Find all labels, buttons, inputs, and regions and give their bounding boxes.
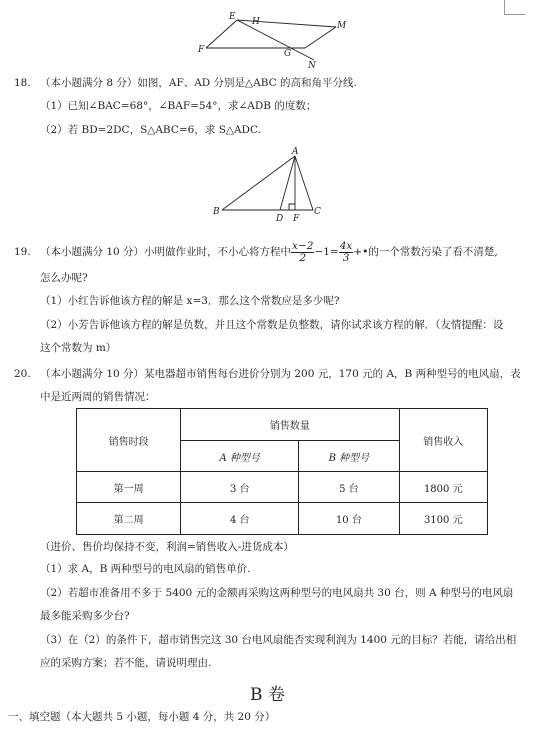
q18-stem: （本小题满分 8 分）如图，AF、AD 分别是△ABC 的高和角平分线. [40, 77, 357, 89]
page-corner-mark [504, 0, 525, 15]
fig2-label-d: D [276, 214, 284, 224]
fig2-label-f: F [293, 214, 300, 224]
q20-note: （进价、售价均保持不变，利润=销售收入-进货成本） [40, 541, 294, 553]
table-row [77, 472, 488, 503]
cell-income: 3100 元 [399, 503, 487, 535]
q19-stem-c: 怎么办呢? [40, 272, 88, 284]
q19-part2-line1: （2）小芳告诉他该方程的解是负数，并且这个常数是负整数，请你试求该方程的解．（友情提醒：设 [40, 319, 504, 331]
q20-part3-line2: 应的采购方案；若不能，请说明理由. [40, 657, 212, 669]
q20-number: 20. [14, 368, 31, 380]
cell-model-b-qty: 5 台 [299, 472, 399, 503]
q20-part3-line1: （3）在（2）的条件下，超市销售完这 30 台电风扇能否实现利润为 1400 元的目标？若能，请给出相 [40, 634, 517, 646]
q19-frac2-numerator: 4x [339, 239, 353, 252]
cell-model-a-qty: 3 台 [181, 472, 299, 503]
q19-frac1-numerator: x−2 [292, 239, 314, 252]
q20-stem-line1: （本小题满分 10 分）某电器超市销售每台进价分别为 200 元，170 元的 A，B 两种型号的电风扇，表 [40, 368, 521, 380]
header-period: 销售时段 [77, 409, 181, 472]
q18-part2: （2）若 BD=2DC，S△ABC=6，求 S△ADC. [40, 124, 261, 136]
q19-fraction-2 [339, 241, 354, 264]
q19-frac2-denominator: 3 [342, 251, 350, 264]
q20-part1: （1）求 A，B 两种型号的电风扇的销售单价. [40, 563, 251, 575]
q19-equation-mid: −1= [314, 246, 339, 258]
section-b-part1-heading: 一、填空题（本大题共 5 小题，每小题 4 分，共 20 分） [8, 711, 276, 723]
fig2-label-c: C [314, 207, 321, 217]
q19-number: 19. [14, 246, 31, 258]
q19-stem-a: （本小题满分 10 分）小明做作业时，不小心将方程中 [40, 246, 292, 258]
header-income: 销售收入 [399, 409, 487, 472]
header-quantity: 销售数量 [181, 409, 399, 441]
fig1-label-n: N [308, 61, 316, 71]
q20-part2-line1: （2）若超市准备用不多于 5400 元的金额再采购这两种型号的电风扇共 30 台，则 A 种型号的电风扇 [40, 587, 514, 599]
q18-number: 18. [14, 77, 31, 89]
sales-table [76, 408, 488, 535]
figure-parallelogram-lines [206, 20, 336, 60]
table-row [77, 503, 488, 535]
cell-model-a-qty: 4 台 [181, 503, 299, 535]
figure-parallelogram [195, 8, 355, 72]
q19-fraction-1 [291, 241, 314, 264]
figure-triangle-lines [222, 156, 313, 210]
fig1-label-e: E [229, 12, 236, 22]
fig1-label-f: F [198, 45, 205, 55]
q19-frac1-denominator: 2 [299, 251, 307, 264]
fig2-label-b: B [213, 207, 220, 217]
q19-part1: （1）小红告诉他该方程的解是 x=3．那么这个常数应是多少呢? [40, 295, 340, 307]
section-b-title: B 卷 [250, 685, 285, 705]
fig1-label-g: G [284, 49, 292, 59]
q20-stem-line2: 中是近两周的销售情况： [40, 391, 156, 403]
cell-period: 第二周 [77, 503, 181, 535]
q19-stem-line [40, 238, 498, 266]
q19-part2-line2: 这个常数为 m） [40, 342, 117, 354]
header-model-a: A 种型号 [181, 441, 299, 472]
q19-stem-b: +•的一个常数污染了看不清楚, [353, 246, 498, 258]
cell-model-b-qty: 10 台 [299, 503, 399, 535]
cell-period: 第一周 [77, 472, 181, 503]
q20-part2-line2: 最多能采购多少台? [40, 610, 130, 622]
header-model-b: B 种型号 [299, 441, 399, 472]
fig2-label-a: A [292, 147, 299, 157]
figure-triangle [210, 146, 330, 226]
fig1-label-h: H [252, 17, 260, 27]
fig1-label-m: M [337, 21, 347, 31]
cell-income: 1800 元 [399, 472, 487, 503]
q18-part1: （1）已知∠BAC=68°，∠BAF=54°，求∠ADB 的度数； [40, 100, 317, 112]
